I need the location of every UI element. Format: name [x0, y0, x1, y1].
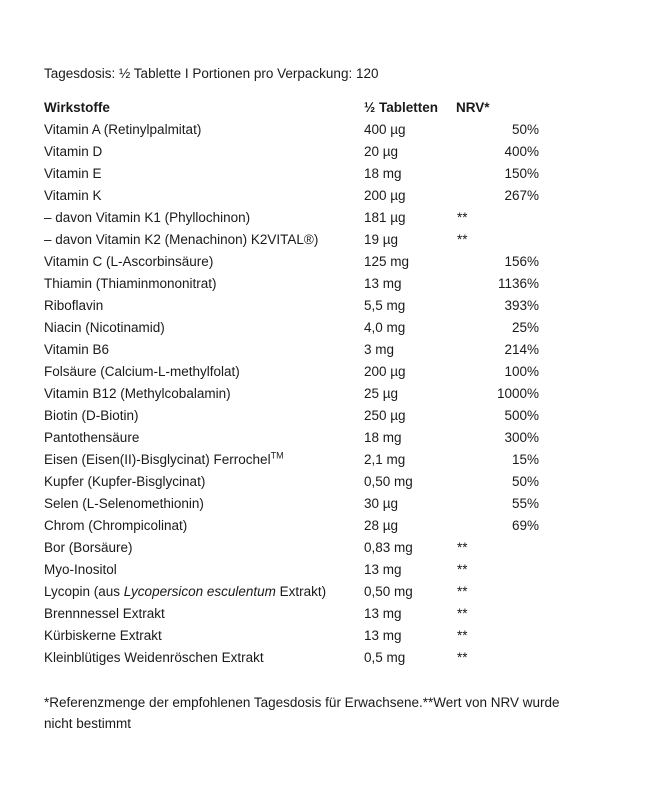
ingredient-name — [44, 251, 364, 273]
ingredient-nrv: 1136% — [497, 276, 539, 291]
header-ingredients: Wirkstoffe — [44, 100, 110, 115]
ingredient-name — [44, 647, 364, 669]
ingredient-amount: 13 mg — [364, 628, 402, 643]
ingredient-amount: 125 mg — [364, 254, 410, 269]
ingredient-amount: 19 µg — [364, 232, 399, 247]
ingredient-name — [44, 163, 364, 185]
table-row — [44, 295, 539, 317]
ingredient-amount: 13 mg — [364, 606, 402, 621]
footnote: *Referenzmenge der empfohlenen Tagesdosis für Erwachsene.**Wert von NRV wurde nicht bestimmt — [44, 695, 560, 731]
ingredient-amount: 0,50 mg — [364, 584, 413, 599]
ingredient-name — [44, 317, 364, 339]
table-row — [44, 625, 539, 647]
ingredient-name — [44, 185, 364, 207]
ingredient-nrv: ** — [457, 232, 468, 247]
ingredient-name — [44, 449, 364, 471]
ingredient-name-text: Pantothensäure — [44, 430, 140, 445]
ingredient-amount: 30 µg — [364, 496, 399, 511]
ingredient-name — [44, 603, 364, 625]
ingredient-name-text: Vitamin B12 (Methylcobalamin) — [44, 386, 231, 401]
ingredient-nrv: ** — [457, 562, 468, 577]
ingredient-name — [44, 581, 364, 603]
ingredient-nrv: 50% — [511, 474, 539, 489]
table-row — [44, 537, 539, 559]
ingredient-amount: 2,1 mg — [364, 452, 406, 467]
ingredient-name — [44, 207, 364, 229]
ingredient-amount: 18 mg — [364, 430, 402, 445]
ingredient-nrv: ** — [457, 650, 468, 665]
ingredient-name — [44, 361, 364, 383]
ingredient-nrv: ** — [457, 540, 468, 555]
ingredient-name-text: Vitamin C (L-Ascorbinsäure) — [44, 254, 214, 269]
ingredient-amount: 18 mg — [364, 166, 402, 181]
ingredient-name-text: Folsäure (Calcium-L-methylfolat) — [44, 364, 240, 379]
ingredient-name-text: Kürbiskerne Extrakt — [44, 628, 162, 643]
table-row — [44, 251, 539, 273]
table-row — [44, 185, 539, 207]
ingredient-nrv: 267% — [504, 188, 539, 203]
table-row — [44, 647, 539, 669]
table-row — [44, 405, 539, 427]
ingredient-nrv: 55% — [511, 496, 539, 511]
table-row — [44, 471, 539, 493]
ingredient-name-text: – davon Vitamin K1 (Phyllochinon) — [44, 210, 251, 225]
ingredient-name-text: Myo-Inositol — [44, 562, 117, 577]
ingredient-amount: 181 µg — [364, 210, 406, 225]
ingredient-name — [44, 493, 364, 515]
ingredient-name-text: Bor (Borsäure) — [44, 540, 133, 555]
ingredient-amount: 200 µg — [364, 188, 406, 203]
ingredient-amount: 20 µg — [364, 144, 399, 159]
ingredient-name-italic: Lycopersicon esculentum — [123, 584, 276, 599]
ingredient-amount: 25 µg — [364, 386, 399, 401]
ingredient-nrv: 1000% — [496, 386, 539, 401]
ingredient-name — [44, 471, 364, 493]
ingredient-name — [44, 273, 364, 295]
table-row — [44, 229, 539, 251]
header-amount: ½ Tabletten — [364, 100, 439, 115]
ingredient-nrv: 50% — [511, 122, 539, 137]
ingredient-name — [44, 119, 364, 141]
ingredient-nrv: 393% — [504, 298, 539, 313]
ingredient-amount: 400 µg — [364, 122, 406, 137]
table-row — [44, 581, 539, 603]
trademark-superscript: TM — [270, 450, 284, 461]
ingredient-name-text: – davon Vitamin K2 (Menachinon) K2VITAL®) — [44, 232, 319, 247]
ingredient-name-text: Vitamin D — [44, 144, 103, 159]
ingredient-name-text: Vitamin B6 — [44, 342, 110, 357]
table-row — [44, 559, 539, 581]
ingredient-nrv: 69% — [511, 518, 539, 533]
ingredient-nrv: ** — [457, 210, 468, 225]
ingredient-name — [44, 383, 364, 405]
ingredient-amount: 13 mg — [364, 276, 402, 291]
ingredient-amount: 0,5 mg — [364, 650, 406, 665]
ingredient-nrv: 400% — [504, 144, 539, 159]
ingredient-amount: 4,0 mg — [364, 320, 406, 335]
ingredient-name-text: Riboflavin — [44, 298, 104, 313]
table-row — [44, 427, 539, 449]
ingredient-name-prefix: Lycopin (aus — [44, 584, 124, 599]
ingredient-amount: 28 µg — [364, 518, 399, 533]
table-row — [44, 207, 539, 229]
ingredient-amount: 200 µg — [364, 364, 406, 379]
ingredient-name — [44, 405, 364, 427]
ingredient-name — [44, 559, 364, 581]
ingredient-name-suffix: Extrakt) — [275, 584, 327, 599]
header-nrv: NRV* — [456, 100, 490, 115]
table-row — [44, 273, 539, 295]
ingredient-name-text: Kupfer (Kupfer-Bisglycinat) — [44, 474, 206, 489]
ingredient-name — [44, 515, 364, 537]
ingredient-nrv: 156% — [504, 254, 539, 269]
ingredient-nrv: 500% — [504, 408, 539, 423]
ingredients-table-body — [44, 119, 539, 669]
ingredient-name — [44, 141, 364, 163]
ingredient-nrv: 100% — [504, 364, 539, 379]
ingredient-name-text: Vitamin K — [44, 188, 102, 203]
table-row — [44, 119, 539, 141]
table-row — [44, 317, 539, 339]
ingredient-name-text: Brennnessel Extrakt — [44, 606, 165, 621]
ingredient-amount: 13 mg — [364, 562, 402, 577]
table-row — [44, 515, 539, 537]
ingredient-nrv: 150% — [504, 166, 539, 181]
ingredient-name — [44, 537, 364, 559]
ingredient-name-text: Chrom (Chrompicolinat) — [44, 518, 188, 533]
ingredient-name — [44, 625, 364, 647]
ingredient-name — [44, 229, 364, 251]
table-row — [44, 449, 539, 471]
ingredient-name-text: Eisen (Eisen(II)-Bisglycinat) Ferrochel — [44, 452, 271, 467]
ingredient-name-text: Vitamin E — [44, 166, 102, 181]
ingredient-amount: 0,83 mg — [364, 540, 413, 555]
ingredient-name-text: Biotin (D-Biotin) — [44, 408, 139, 423]
ingredient-amount: 0,50 mg — [364, 474, 413, 489]
table-header-row — [44, 97, 539, 119]
ingredient-nrv: 25% — [511, 320, 539, 335]
table-row — [44, 361, 539, 383]
ingredient-name-text: Selen (L-Selenomethionin) — [44, 496, 204, 511]
ingredient-name-text: Niacin (Nicotinamid) — [44, 320, 165, 335]
ingredient-name — [44, 295, 364, 317]
ingredient-name-text: Kleinblütiges Weidenröschen Extrakt — [44, 650, 264, 665]
dosage-line: Tagesdosis: ½ Tablette I Portionen pro Verpackung: 120 — [44, 66, 379, 81]
table-row — [44, 163, 539, 185]
table-row — [44, 141, 539, 163]
ingredient-amount: 250 µg — [364, 408, 406, 423]
ingredient-nrv: 300% — [504, 430, 539, 445]
ingredient-nrv: ** — [457, 606, 468, 621]
ingredient-name — [44, 339, 364, 361]
table-row — [44, 493, 539, 515]
table-row — [44, 603, 539, 625]
ingredient-amount: 5,5 mg — [364, 298, 406, 313]
ingredient-amount: 3 mg — [364, 342, 395, 357]
table-row — [44, 339, 539, 361]
ingredient-nrv: 214% — [504, 342, 539, 357]
ingredient-name — [44, 427, 364, 449]
ingredients-table — [44, 97, 539, 669]
ingredient-nrv: 15% — [511, 452, 539, 467]
ingredient-name-text: Thiamin (Thiaminmononitrat) — [44, 276, 217, 291]
table-row — [44, 383, 539, 405]
ingredient-nrv: ** — [457, 584, 468, 599]
ingredient-name-text: Vitamin A (Retinylpalmitat) — [44, 122, 202, 137]
ingredient-nrv: ** — [457, 628, 468, 643]
